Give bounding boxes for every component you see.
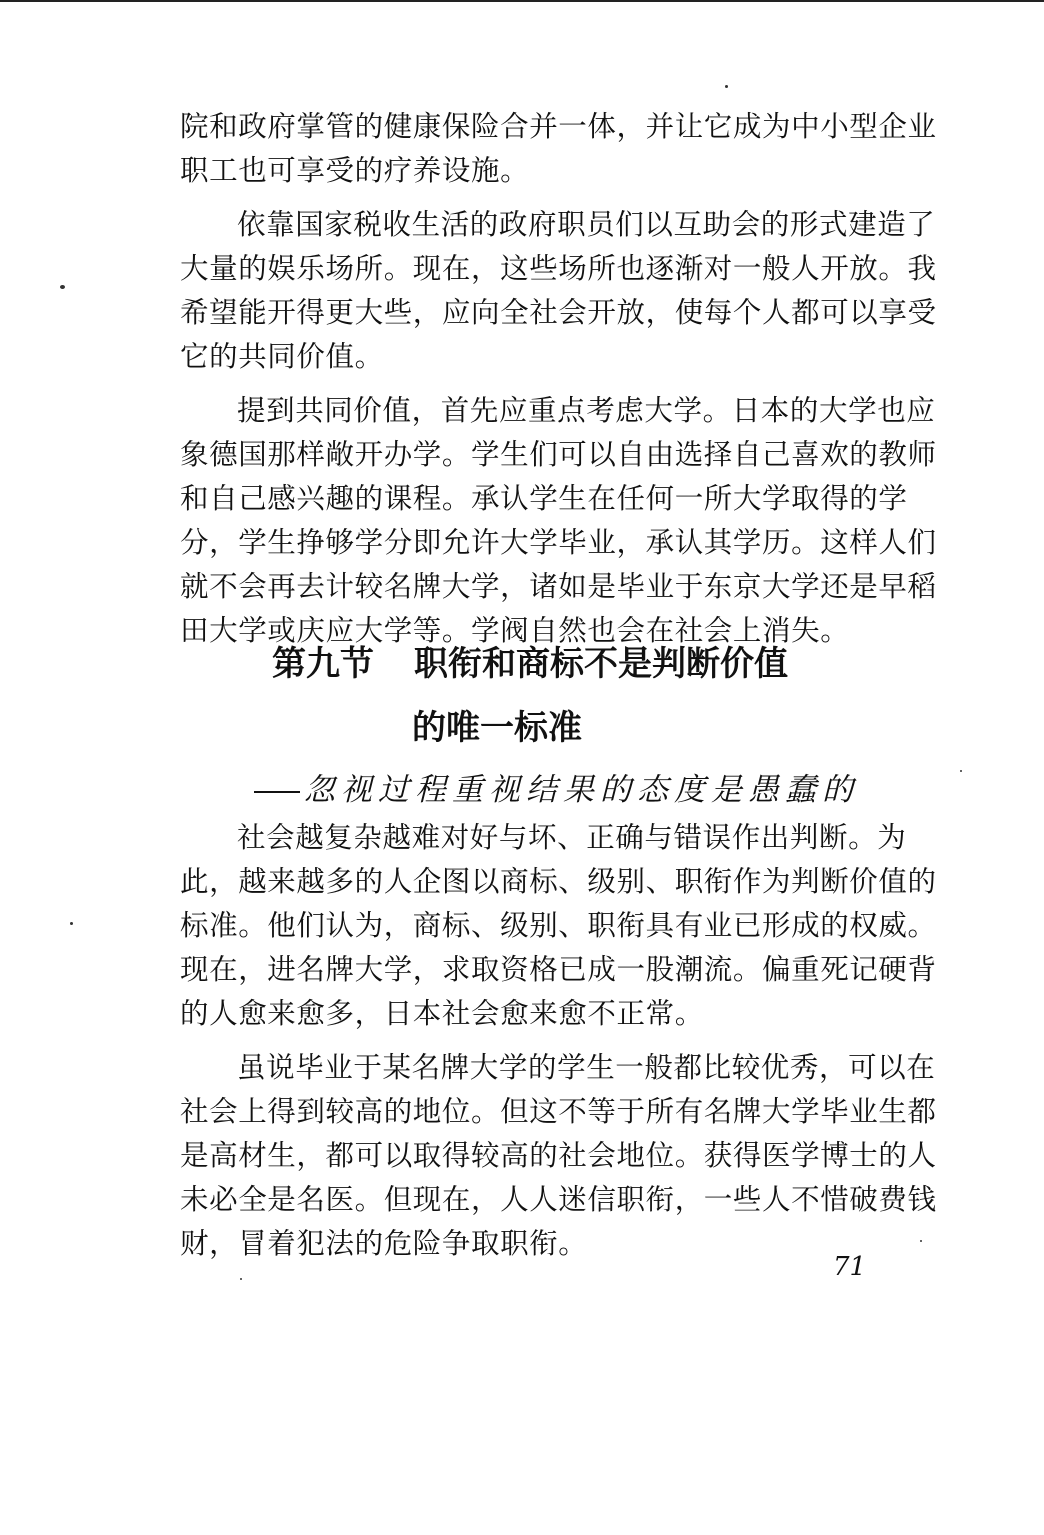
text-line: 依靠国家税收生活的政府职员们以互助会的形式建造了 xyxy=(237,208,936,241)
text-line: 现在，进名牌大学，求取资格已成一股潮流。偏重死记硬背 xyxy=(180,953,937,986)
text-line: 分，学生挣够学分即允许大学毕业，承认其学历。这样人们 xyxy=(180,526,937,559)
section-title-line-2: 的唯一标准 xyxy=(412,708,582,748)
subtitle-text: 忽视过程重视结果的态度是愚蠢的 xyxy=(304,772,859,808)
scan-speck xyxy=(960,770,962,772)
text-line: 此，越来越多的人企图以商标、级别、职衔作为判断价值的 xyxy=(180,865,937,898)
paragraph-4 xyxy=(180,816,937,1036)
page-number: 71 xyxy=(833,1252,867,1282)
text-line: 标准。他们认为，商标、级别、职衔具有业已形成的权威。 xyxy=(180,909,937,942)
paragraph-2 xyxy=(180,203,937,379)
paragraph-5 xyxy=(180,1046,937,1266)
body-text-top xyxy=(180,105,937,653)
scan-speck xyxy=(60,285,65,289)
scan-speck xyxy=(725,85,728,88)
text-line: 职工也可享受的疗养设施。 xyxy=(180,154,530,187)
section-heading xyxy=(272,644,788,684)
section-title-line-1: 职衔和商标不是判断价值 xyxy=(414,644,788,684)
paragraph-1 xyxy=(180,105,937,193)
scan-speck xyxy=(920,1240,922,1242)
text-line: 大量的娱乐场所。现在，这些场所也逐渐对一般人开放。我 xyxy=(180,252,937,285)
text-line: 提到共同价值，首先应重点考虑大学。日本的大学也应 xyxy=(237,394,936,427)
text-line: 社会越复杂越难对好与坏、正确与错误作出判断。为 xyxy=(237,821,907,854)
em-dash xyxy=(254,791,300,793)
section-subtitle xyxy=(254,770,859,810)
text-line: 它的共同价值。 xyxy=(180,340,384,373)
text-line: 是高材生，都可以取得较高的社会地位。获得医学博士的人 xyxy=(180,1139,937,1172)
top-border-line xyxy=(0,0,1044,2)
text-line: 和自己感兴趣的课程。承认学生在任何一所大学取得的学 xyxy=(180,482,908,515)
text-line: 的人愈来愈多，日本社会愈来愈不正常。 xyxy=(180,997,704,1030)
text-line: 虽说毕业于某名牌大学的学生一般都比较优秀，可以在 xyxy=(237,1051,936,1084)
text-line: 财，冒着犯法的危险争取职衔。 xyxy=(180,1227,588,1260)
text-line: 院和政府掌管的健康保险合并一体，并让它成为中小型企业 xyxy=(180,110,937,143)
text-line: 未必全是名医。但现在，人人迷信职衔，一些人不惜破费钱 xyxy=(180,1183,937,1216)
scan-speck xyxy=(240,1278,242,1280)
text-line: 社会上得到较高的地位。但这不等于所有名牌大学毕业生都 xyxy=(180,1095,937,1128)
text-line: 就不会再去计较名牌大学，诸如是毕业于东京大学还是早稻 xyxy=(180,570,937,603)
body-text-bottom xyxy=(180,816,937,1266)
text-line: 象德国那样敞开办学。学生们可以自由选择自己喜欢的教师 xyxy=(180,438,937,471)
section-number: 第九节 xyxy=(272,644,374,684)
paragraph-3 xyxy=(180,389,937,653)
text-line: 田大学或庆应大学等。学阀自然也会在社会上消失。 xyxy=(180,614,850,647)
text-line: 希望能开得更大些，应向全社会开放，使每个人都可以享受 xyxy=(180,296,937,329)
scan-speck xyxy=(70,922,73,925)
